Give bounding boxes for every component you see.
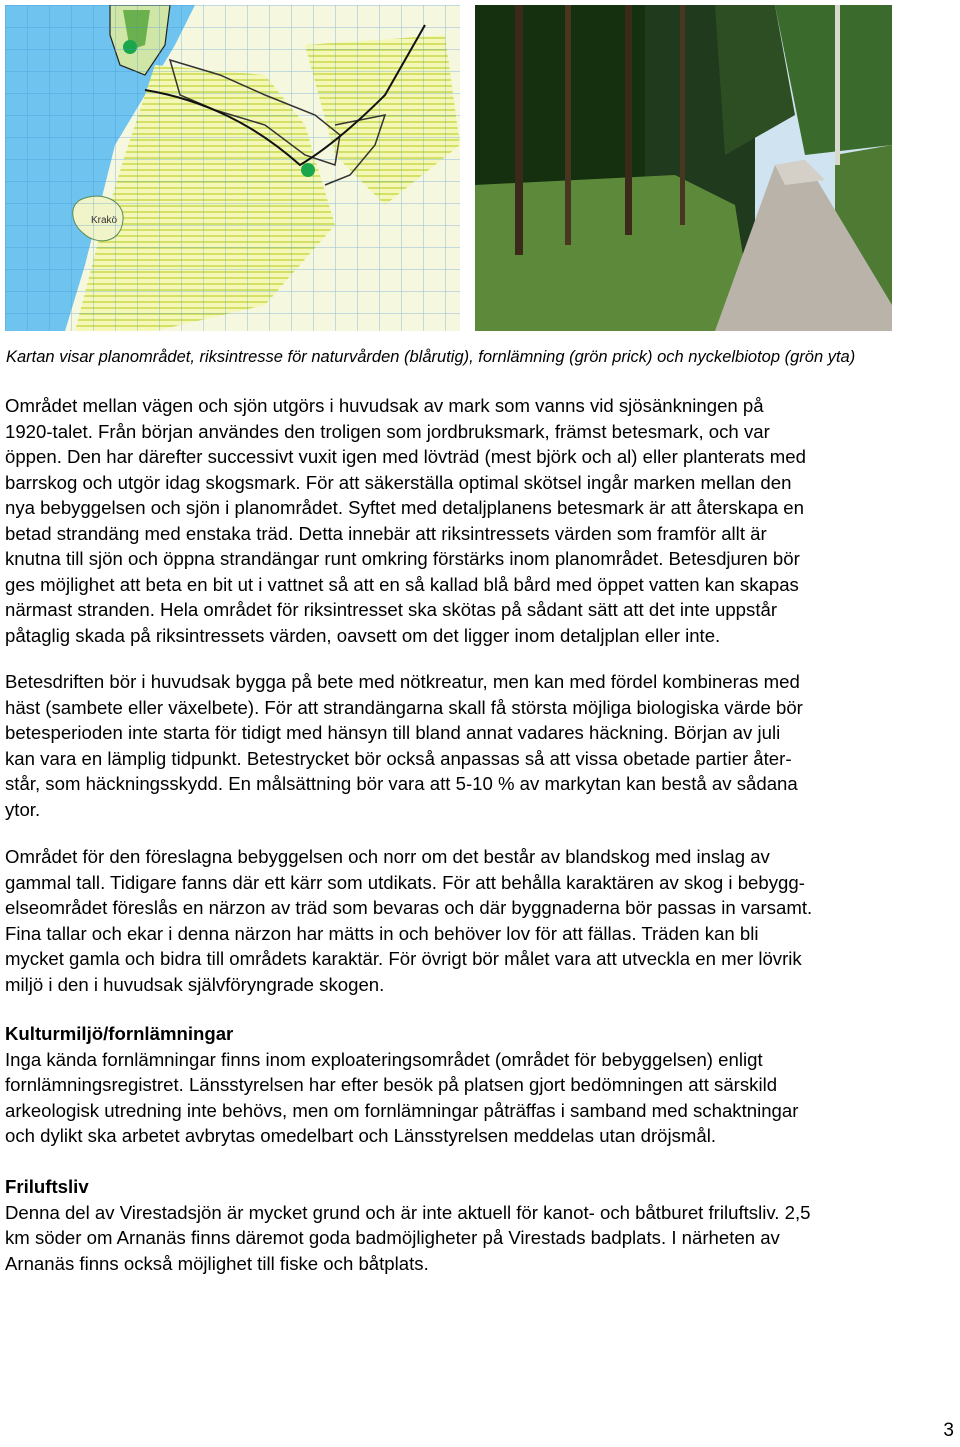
text-line: öppen. Den har därefter successivt vuxit igen med lövträd (mest björk och al) eller planterats med — [5, 446, 806, 467]
text-line: gammal tall. Tidigare fanns där ett kärr som utdikats. För att behålla karaktären av skog i bebygg- — [5, 871, 805, 893]
section-heading: Friluftsliv — [5, 1176, 89, 1197]
section-kulturmiljo — [5, 1021, 960, 1149]
text-line: elseområdet föreslås en närzon av träd som bevaras och där byggnaderna bör passas in varsamt. — [5, 897, 813, 918]
text-line: står, som häckningsskydd. En målsättning bör vara att 5-10 % av markytan kan bestå av sådana — [5, 773, 798, 794]
figure-caption: Kartan visar planområdet, riksintresse för naturvården (blårutig), fornlämning (grön prick) och nyckelbiotop (grön yta) — [6, 348, 856, 366]
text-line: arkeologisk utredning inte behövs, men om fornlämningar påträffas i samband med schaktningar — [5, 1099, 799, 1121]
text-line: fornlämningsregistret. Länsstyrelsen har efter besök på platsen gjort bedömningen att särskild — [5, 1074, 778, 1095]
body-paragraph — [5, 844, 960, 997]
page-number: 3 — [943, 1420, 954, 1441]
text-line: Arnanäs finns också möjlighet till fiske och båtplats. — [5, 1252, 429, 1274]
text-line: barrskog och utgör idag skogsmark. För att säkerställa optimal skötsel ingår marken mellan den — [5, 471, 792, 493]
text-line: Området mellan vägen och sjön utgörs i huvudsak av mark som vanns vid sjösänkningen på — [5, 395, 764, 416]
text-line: Betesdriften bör i huvudsak bygga på bete med nötkreatur, men kan med fördel kombineras med — [5, 671, 800, 692]
body-paragraph — [5, 393, 960, 648]
text-line: miljö i den i huvudsak självföryngrade skogen. — [5, 973, 385, 995]
text-line: betad strandäng med enstaka träd. Detta innebär att riksintressets värden som framför allt är — [5, 522, 767, 544]
text-line: betesperioden inte starta för tidigt med hänsyn till bland annat vadares häckning. Början av juli — [5, 722, 781, 743]
text-line: mycket gamla och bidra till områdets karaktär. För övrigt bör målet vara att utveckla en mer lövrik — [5, 948, 802, 969]
planning-map — [5, 5, 460, 331]
forest-road-photo — [475, 5, 892, 331]
text-line: häst (sambete eller växelbete). För att strandängarna skall få största möjliga biologiska värde bör — [5, 696, 803, 718]
body-paragraph — [5, 669, 960, 822]
text-line: kan vara en lämplig tidpunkt. Betestrycket bör också anpassas så att vissa obetade partier åter- — [5, 747, 792, 769]
text-line: ges möjlighet att beta en bit ut i vattnet så att en så kallad blå bård med öppet vatten kan skapas — [5, 573, 799, 595]
text-line: och dylikt ska arbetet avbrytas omedelbart och Länsstyrelsen meddelas utan dröjsmål. — [5, 1125, 717, 1146]
text-line: ytor. — [5, 798, 41, 820]
text-line: 1920-talet. Från början användes den troligen som jordbruksmark, främst betesmark, och var — [5, 420, 770, 442]
text-line: Inga kända fornlämningar finns inom exploateringsområdet (området för bebyggelsen) enligt — [5, 1048, 763, 1070]
text-line: Fina tallar och ekar i denna närzon har mätts in och behöver lov för att fällas. Träden kan bli — [5, 922, 759, 944]
section-friluftsliv — [5, 1174, 960, 1276]
text-line: påtaglig skada på riksintressets värden, oavsett om det ligger inom detaljplan eller inte. — [5, 624, 721, 646]
text-line: km söder om Arnanäs finns däremot goda badmöjligheter på Virestads badplats. I närheten av — [5, 1227, 780, 1248]
text-line: Denna del av Virestadsjön är mycket grund och är inte aktuell för kanot- och båtburet friluftsliv. 2,5 — [5, 1201, 811, 1223]
text-line: nya bebyggelsen och sjön i planområdet. Syftet med detaljplanens betesmark är att återskapa en — [5, 497, 804, 518]
text-line: Området för den föreslagna bebyggelsen och norr om det består av blandskog med inslag av — [5, 846, 770, 867]
text-line: närmast stranden. Hela området för riksintresset ska skötas på sådant sätt att det inte uppstår — [5, 599, 778, 620]
text-line: knutna till sjön och öppna strandängar runt omkring förstärks inom planområdet. Betesdjuren bör — [5, 548, 800, 569]
section-heading: Kulturmiljö/fornlämningar — [5, 1023, 234, 1044]
